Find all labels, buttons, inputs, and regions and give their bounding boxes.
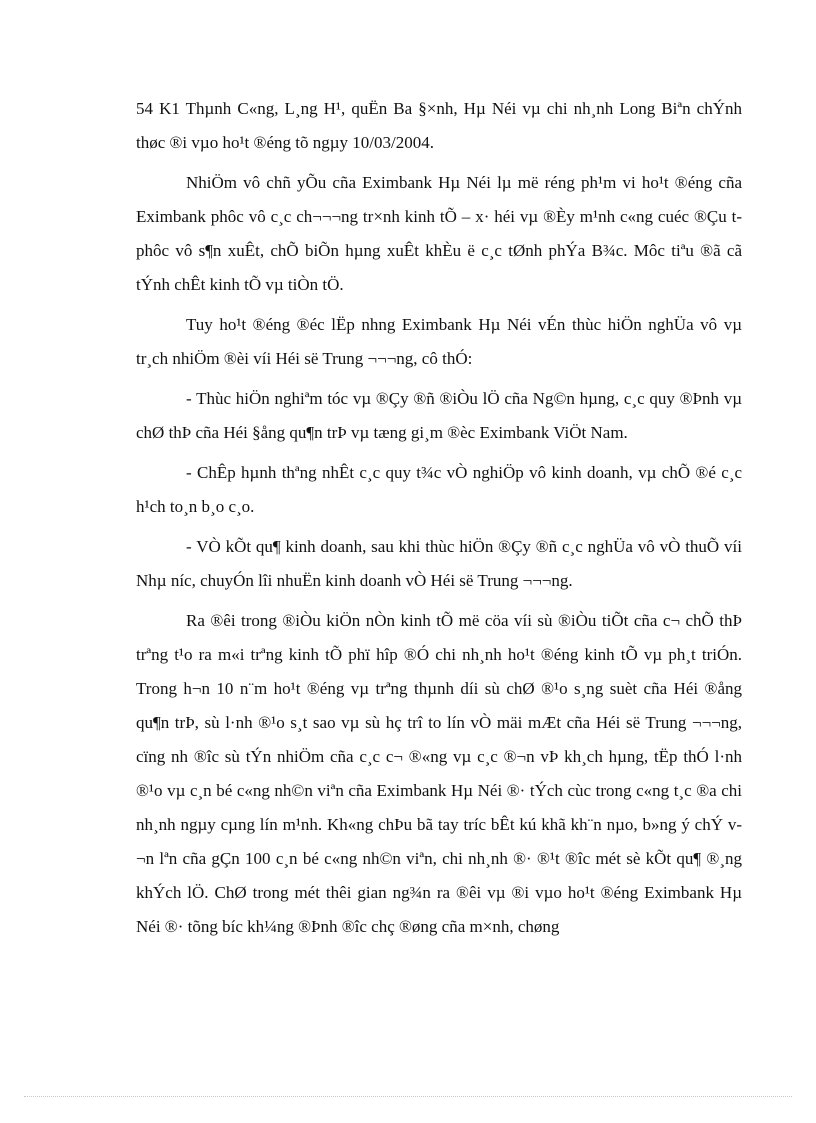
- list-item-obligation-3: - VÒ kÕt qu¶ kinh doanh, sau khi thùc hiÖn ®Çy ®ñ c¸c nghÜa vô vÒ thuÕ víi Nhµ níc, chuyÓn lîi nhuËn kinh doanh vÒ Héi së Trung ¬¬¬ng.: [136, 537, 742, 590]
- paragraph-mission: NhiÖm vô chñ yÕu cña Eximbank Hµ Néi lµ më réng ph¹m vi ho¹t ®éng cña Eximbank phôc vô c¸c ch¬¬¬ng tr×nh kinh tÕ – x· héi vµ ®Èy m¹nh c«ng cuéc ®Çu t phôc vô s¶n xuÊt, chÕ biÕn hµng xuÊt khÈu ë c¸c tØnh phÝa B¾c. Môc tiªu ®ã cã tÝnh chÊt kinh tÕ vµ tiÒn tÖ.: [136, 173, 742, 294]
- paragraph-history: Ra ®êi trong ®iÒu kiÖn nÒn kinh tÕ më cöa víi sù ®iÒu tiÕt cña c¬ chÕ thÞ trªng t¹o ra m«i trªng kinh tÕ phï hîp ®Ó chi nh¸nh ho¹t ®éng kinh tÕ vµ ph¸t triÓn. Trong h¬n 10 n¨m ho¹t ®éng vµ trªng thµnh díi sù chØ ®¹o s¸ng suèt cña Héi ®ång qu¶n trÞ, sù l·nh ®¹o s¸t sao vµ sù hç trî to lín vÒ mäi mÆt cña Héi së Trung ¬¬¬ng, cïng nh ®îc sù tÝn nhiÖm cña c¸c c¬ ®«ng vµ c¸c ®¬n vÞ kh¸ch hµng, tËp thÓ l·nh ®¹o vµ c¸n bé c«ng nh©n viªn cña Eximbank Hµ Néi ®· tÝch cùc trong c«ng t¸c ®a chi nh¸nh ngµy cµng lín m¹nh. Kh«ng chÞu bã tay tríc bÊt kú khã kh¨n nµo, b»ng ý chÝ v¬n lªn cña gÇn 100 c¸n bé c«ng nh©n viªn, chi nh¸nh ®· ®¹t ®îc mét sè kÕt qu¶ ®¸ng khÝch lÖ. ChØ trong mét thêi gian ng¾n ra ®êi vµ ®i vµo ho¹t ®éng Eximbank Hµ Néi ®· tõng bíc kh¼ng ®Þnh ®îc chç ®øng cña m×nh, chøng: [136, 611, 742, 936]
- page-bottom-divider: [24, 1096, 792, 1097]
- list-item-obligation-1: - Thùc hiÖn nghiªm tóc vµ ®Çy ®ñ ®iÒu lÖ cña Ng©n hµng, c¸c quy ®Þnh vµ chØ thÞ cña Héi §ång qu¶n trÞ vµ tæng gi¸m ®èc Eximbank ViÖt Nam.: [136, 389, 742, 442]
- paragraph-obligations-intro: Tuy ho¹t ®éng ®éc lËp nhng Eximbank Hµ Néi vÉn thùc hiÖn nghÜa vô vµ tr¸ch nhiÖm ®èi víi Héi së Trung ¬¬¬ng, cô thÓ:: [136, 315, 742, 368]
- paragraph-address: 54 K1 Thµnh C«ng, L¸ng H¹, quËn Ba §×nh, Hµ Néi vµ chi nh¸nh Long Biªn chÝnh thøc ®i vµo ho¹t ®éng tõ ngµy 10/03/2004.: [136, 99, 742, 152]
- document-body: [136, 92, 742, 944]
- list-item-obligation-2: - ChÊp hµnh thªng nhÊt c¸c quy t¾c vÒ nghiÖp vô kinh doanh, vµ chÕ ®é c¸c h¹ch to¸n b¸o c¸o.: [136, 463, 742, 516]
